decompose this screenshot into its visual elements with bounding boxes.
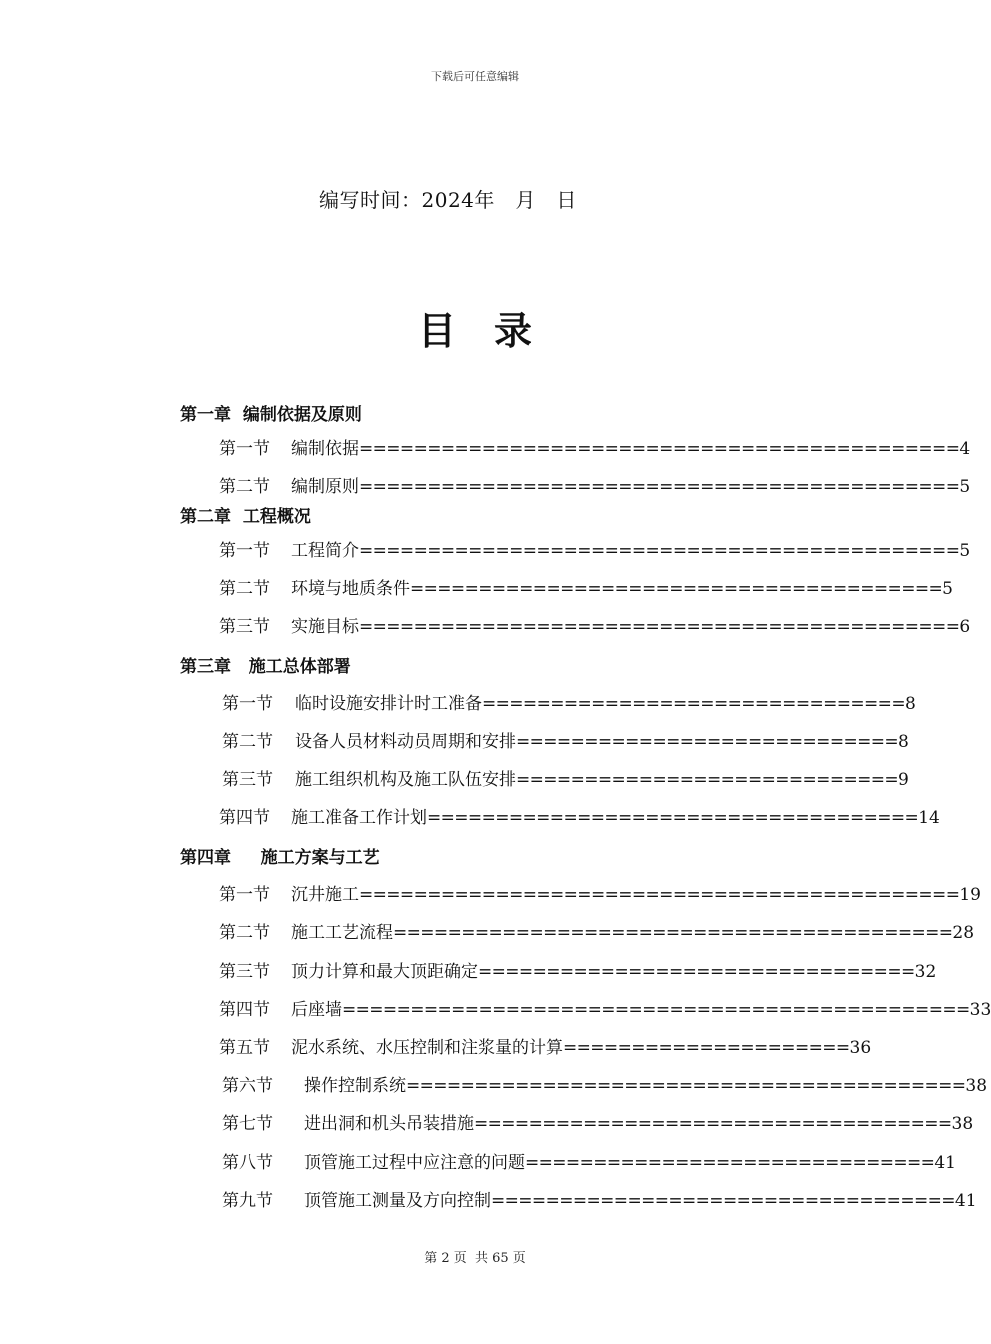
toc-entry[interactable] — [219, 803, 940, 828]
entry-page: 5 — [959, 477, 971, 497]
entry-leader: ================================ — [478, 962, 915, 982]
entry-section: 第一节 — [219, 439, 270, 459]
entry-page: 19 — [959, 885, 981, 905]
entry-section: 第三节 — [219, 617, 270, 637]
chapter-heading: 第一章 编制依据及原则 — [180, 405, 362, 425]
toc-entry[interactable] — [219, 434, 971, 459]
entry-section: 第一节 — [219, 541, 270, 561]
entry-section: 第四节 — [219, 808, 270, 828]
entry-title: 施工准备工作计划 — [291, 808, 427, 828]
entry-leader: ============================ — [516, 770, 899, 790]
toc-entry[interactable] — [219, 995, 991, 1020]
toc-entry[interactable] — [222, 689, 916, 714]
entry-leader: =============================== — [482, 694, 905, 714]
entry-section: 第九节 — [222, 1191, 273, 1211]
entry-page: 9 — [898, 770, 909, 790]
entry-leader: ============================================ — [359, 477, 960, 497]
chapter-heading: 第二章 工程概况 — [180, 507, 311, 527]
toc-entry[interactable] — [219, 957, 937, 982]
entry-title: 沉井施工 — [291, 885, 359, 905]
entry-section: 第二节 — [219, 477, 270, 497]
toc-entry[interactable] — [219, 918, 975, 943]
entry-section: 第二节 — [219, 923, 270, 943]
toc-title: 目 录 — [417, 308, 532, 353]
entry-leader: ============================ — [516, 732, 899, 752]
entry-page: 4 — [959, 439, 971, 459]
entry-title: 设备人员材料动员周期和安排 — [295, 732, 516, 752]
entry-leader: ============================================ — [359, 439, 960, 459]
toc-entry[interactable] — [222, 1109, 974, 1134]
entry-page: 41 — [954, 1191, 977, 1211]
entry-page: 38 — [965, 1076, 988, 1096]
entry-leader: ============================================ — [359, 885, 960, 905]
entry-section: 第八节 — [222, 1153, 273, 1173]
entry-title: 顶管施工过程中应注意的问题 — [304, 1153, 525, 1173]
entry-leader: ================================== — [491, 1191, 955, 1211]
entry-title: 泥水系统、水压控制和注浆量的计算 — [291, 1038, 563, 1058]
entry-page: 41 — [934, 1153, 956, 1173]
chapter-heading: 第四章 施工方案与工艺 — [180, 848, 380, 868]
entry-title: 编制原则 — [291, 477, 359, 497]
entry-title: 实施目标 — [291, 617, 359, 637]
entry-page: 36 — [849, 1038, 872, 1058]
entry-title: 后座墙 — [291, 1000, 342, 1020]
entry-section: 第二节 — [219, 579, 270, 599]
toc-entry[interactable] — [219, 1033, 872, 1058]
entry-section: 第一节 — [219, 885, 270, 905]
entry-section: 第六节 — [222, 1076, 273, 1096]
entry-section: 第一节 — [222, 694, 273, 714]
toc-entry[interactable] — [222, 1071, 988, 1096]
header-note: 下载后可任意编辑 — [431, 70, 519, 83]
entry-page: 28 — [952, 923, 975, 943]
toc-entry[interactable] — [222, 765, 909, 790]
entry-section: 第三节 — [222, 770, 273, 790]
chapter-heading: 第三章 施工总体部署 — [180, 657, 351, 677]
entry-leader: =================================== — [474, 1114, 952, 1134]
entry-title: 环境与地质条件 — [291, 579, 410, 599]
page-footer: 第 2 页 共 65 页 — [424, 1251, 526, 1266]
date-line: 编写时间：2024年 月 日 — [319, 188, 577, 212]
entry-page: 14 — [918, 808, 940, 828]
entry-title: 进出洞和机头吊装措施 — [304, 1114, 474, 1134]
entry-leader: ============================================ — [359, 541, 960, 561]
entry-title: 施工工艺流程 — [291, 923, 393, 943]
toc-entry[interactable] — [222, 727, 909, 752]
entry-title: 操作控制系统 — [304, 1076, 406, 1096]
toc-entry[interactable] — [222, 1186, 977, 1211]
entry-leader: ==================================== — [427, 808, 919, 828]
entry-title: 顶力计算和最大顶距确定 — [291, 962, 478, 982]
entry-title: 临时设施安排计时工准备 — [295, 694, 482, 714]
entry-page: 5 — [959, 541, 971, 561]
entry-page: 5 — [942, 579, 953, 599]
toc-entry[interactable] — [219, 574, 953, 599]
toc-entry[interactable] — [219, 536, 971, 561]
entry-leader: ============================================ — [359, 617, 960, 637]
entry-leader: ========================================= — [406, 1076, 966, 1096]
entry-section: 第三节 — [219, 962, 270, 982]
entry-title: 顶管施工测量及方向控制 — [304, 1191, 491, 1211]
entry-page: 6 — [959, 617, 971, 637]
entry-page: 8 — [898, 732, 909, 752]
entry-title: 编制依据 — [291, 439, 359, 459]
entry-section: 第七节 — [222, 1114, 273, 1134]
entry-section: 第四节 — [219, 1000, 270, 1020]
entry-page: 38 — [951, 1114, 974, 1134]
toc-entry[interactable] — [219, 472, 971, 497]
toc-entry[interactable] — [219, 612, 971, 637]
toc-entry[interactable] — [219, 880, 981, 905]
entry-leader: ============================================== — [342, 1000, 970, 1020]
entry-title: 工程简介 — [291, 541, 359, 561]
entry-section: 第五节 — [219, 1038, 270, 1058]
entry-leader: ============================== — [525, 1153, 935, 1173]
entry-title: 施工组织机构及施工队伍安排 — [295, 770, 516, 790]
entry-leader: ========================================= — [393, 923, 953, 943]
entry-page: 8 — [904, 694, 916, 714]
entry-leader: ===================== — [563, 1038, 850, 1058]
entry-page: 32 — [914, 962, 937, 982]
entry-section: 第二节 — [222, 732, 273, 752]
entry-page: 33 — [969, 1000, 991, 1020]
toc-entry[interactable] — [222, 1148, 956, 1173]
entry-leader: ======================================= — [410, 579, 943, 599]
